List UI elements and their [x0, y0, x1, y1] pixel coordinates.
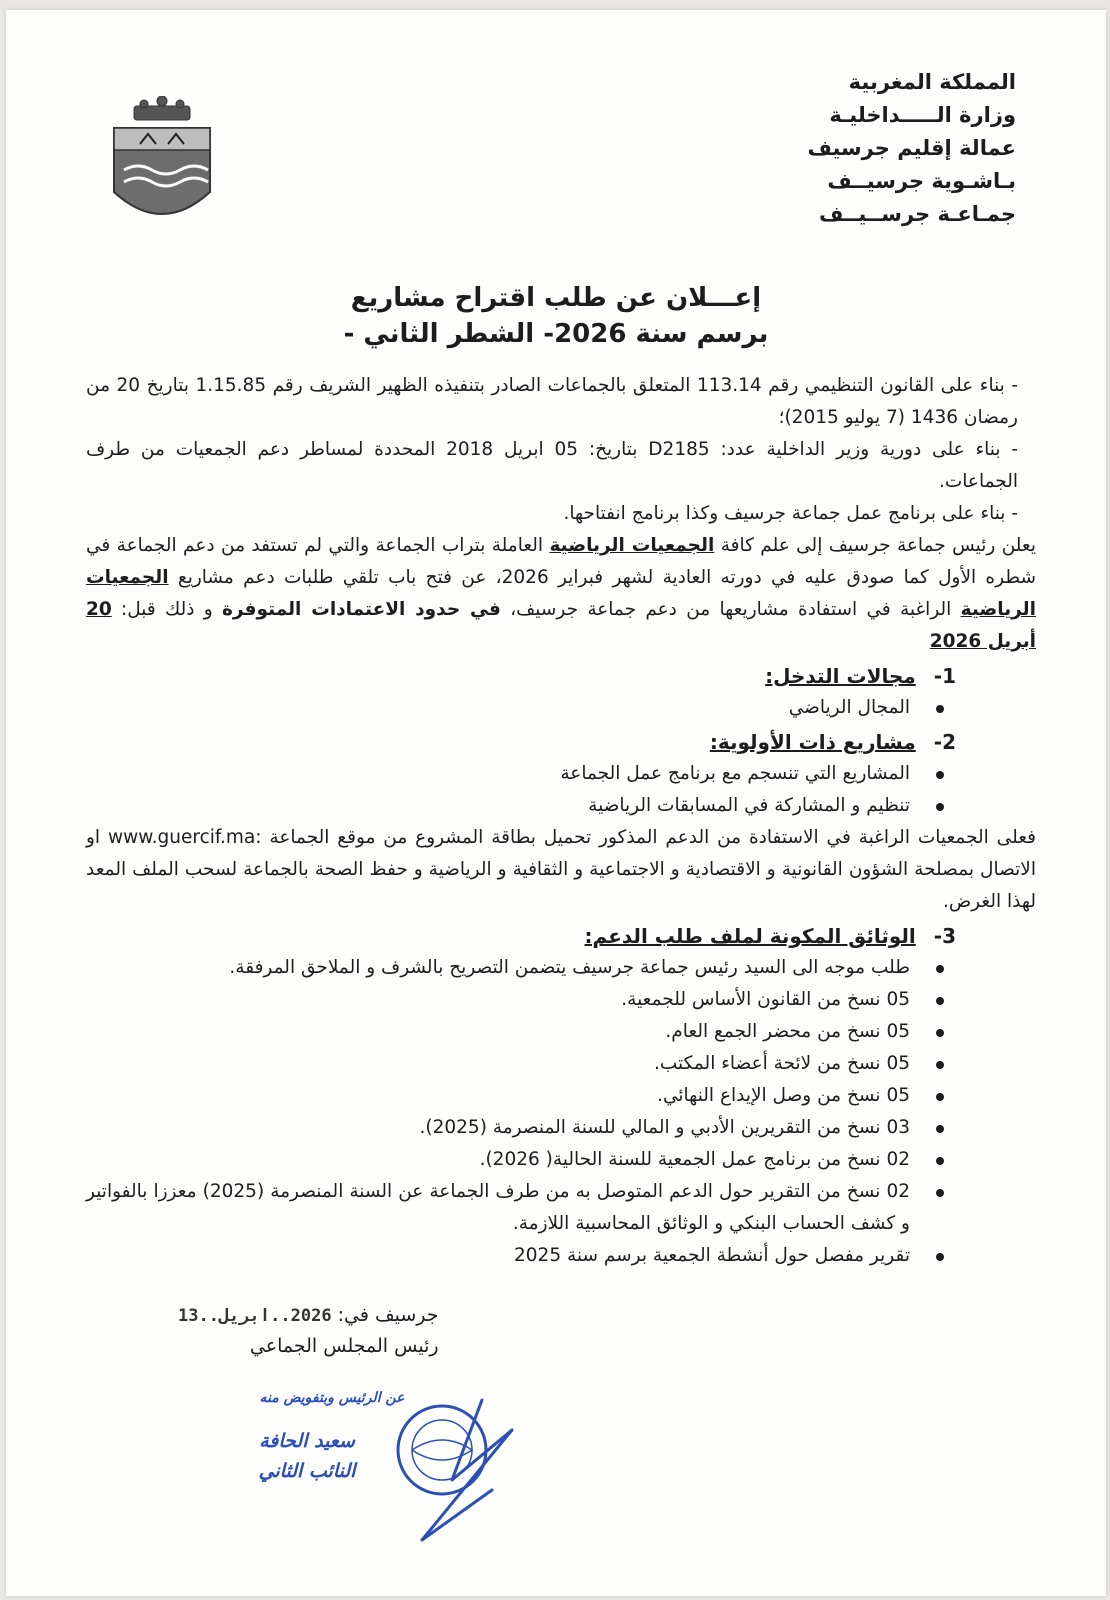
download-text-2: او الاتصال بمصلحة الشؤون القانونية و الاقتصادية و الاجتماعية و الثقافية و الرياضية و حفظ الصحة بالجماعة لسحب الملف المعد لهذا الغرض.: [86, 827, 1036, 912]
section-2-number: 2-: [933, 730, 956, 754]
sports-associations-1: الجمعيات الرياضية: [549, 535, 715, 556]
download-text-1: فعلى الجمعيات الراغبة في الاستفادة من الدعم المذكور تحميل بطاقة المشروع من موقع الجماعة: [269, 827, 1036, 848]
letterhead-pashalik: بـاشـوية جرسيــف: [827, 169, 1016, 193]
document-page: [6, 10, 1106, 1596]
announce-text-2: العاملة بتراب الجماعة والتي لم تستفد من دعم الجماعة في شطره الأول كما صودق عليه في دورته العادية لشهر فبراير 2026، عن فتح باب تلقي طلبات دعم مشاريع: [86, 535, 1036, 588]
preamble-circular: - بناء على دورية وزير الداخلية عدد: D2185 بتاريخ: 05 ابريل 2018 المحددة لمساطر دعم الجمعيات من طرف الجماعات.: [86, 439, 1019, 492]
signatory-name: سعيد الحافة: [259, 1430, 355, 1452]
section-1-title: مجالات التدخل:: [765, 664, 916, 688]
list-item: 05 نسخ من محضر الجمع العام.: [86, 1016, 916, 1048]
section-3-number: 3-: [933, 924, 956, 948]
title-line-1: إعـــلان عن طلب اقتراح مشاريع: [350, 283, 762, 313]
list-item: 05 نسخ من وصل الإيداع النهائي.: [86, 1080, 916, 1112]
handwritten-date: 2026..ابريل..13: [178, 1306, 332, 1326]
letterhead-ministry: وزارة الـــــداخليـة: [829, 103, 1016, 127]
section-2-list: [86, 758, 1036, 822]
place-date-line: [178, 1300, 439, 1331]
letterhead-commune: جمـاعـة جرســيــف: [819, 202, 1016, 226]
preamble-program: - بناء على برنامج عمل جماعة جرسيف وكذا برنامج انفتاحها.: [563, 503, 1018, 524]
list-item: المجال الرياضي: [86, 692, 916, 724]
section-2-heading: [86, 726, 1036, 758]
announcement-paragraph: [86, 530, 1036, 658]
list-item: 05 نسخ من لائحة أعضاء المكتب.: [86, 1048, 916, 1080]
list-item: 02 نسخ من التقرير حول الدعم المتوصل به من طرف الجماعة عن السنة المنصرمة (2025) معززا بالفواتير و كشف الحساب البنكي و الوثائق المحاسبية اللازمة.: [86, 1176, 916, 1240]
announce-text-1: يعلن رئيس جماعة جرسيف إلى علم كافة: [720, 535, 1036, 556]
website-link[interactable]: www.guercif.ma:: [107, 827, 262, 848]
list-item: 02 نسخ من برنامج عمل الجمعية للسنة الحالية( 2026).: [86, 1144, 916, 1176]
letterhead: [807, 66, 1016, 231]
official-stamp-icon: [382, 1390, 532, 1550]
sports-associations-2: الجمعيات الرياضية: [86, 567, 1036, 620]
section-1-heading: [86, 660, 1036, 692]
letterhead-province: عمالة إقليم جرسيف: [807, 136, 1016, 160]
section-3-heading: [86, 920, 1036, 952]
signatory-position: النائب الثاني: [258, 1460, 356, 1482]
place-label: جرسيف في:: [337, 1304, 439, 1326]
list-item: تقرير مفصل حول أنشطة الجمعية برسم سنة 2025: [86, 1240, 916, 1272]
letterhead-kingdom: المملكة المغربية: [848, 70, 1016, 94]
delegation-line: عن الرئيس وبتفويض منه: [259, 1390, 405, 1406]
commune-emblem-icon: [104, 96, 220, 224]
signature-block: [178, 1300, 439, 1361]
document-body: [86, 370, 1036, 1272]
within-credits: في حدود الاعتمادات المتوفرة: [222, 599, 501, 620]
announce-before: و ذلك قبل:: [121, 599, 213, 620]
announce-text-3: الراغبة في استفادة مشاريعها من دعم جماعة جرسيف،: [510, 599, 952, 620]
deadline-date: 20 أبريل 2026: [86, 599, 1036, 652]
announcement-title: [6, 280, 1106, 352]
list-item: المشاريع التي تنسجم مع برنامج عمل الجماعة: [86, 758, 916, 790]
section-2-title: مشاريع ذات الأولوية:: [709, 730, 916, 754]
section-1-list: [86, 692, 1036, 724]
title-line-2: برسم سنة 2026- الشطر الثاني -: [343, 319, 769, 349]
council-president-title: رئيس المجلس الجماعي: [249, 1335, 439, 1357]
section-3-list: [86, 952, 1036, 1272]
section-3-title: الوثائق المكونة لملف طلب الدعم:: [584, 924, 916, 948]
list-item: 03 نسخ من التقريرين الأدبي و المالي للسنة المنصرمة (2025).: [86, 1112, 916, 1144]
list-item: تنظيم و المشاركة في المسابقات الرياضية: [86, 790, 916, 822]
list-item: 05 نسخ من القانون الأساس للجمعية.: [86, 984, 916, 1016]
preamble-law: - بناء على القانون التنظيمي رقم 113.14 المتعلق بالجماعات الصادر بتنفيذه الظهير الشريف رقم 1.15.85 بتاريخ 20 من رمضان 1436 (7 يوليو 2015)؛: [86, 375, 1019, 428]
section-1-number: 1-: [933, 664, 956, 688]
list-item: طلب موجه الى السيد رئيس جماعة جرسيف يتضمن التصريح بالشرف و الملاحق المرفقة.: [86, 952, 916, 984]
download-paragraph: [86, 822, 1036, 918]
stamp-and-signature: [242, 1390, 542, 1550]
